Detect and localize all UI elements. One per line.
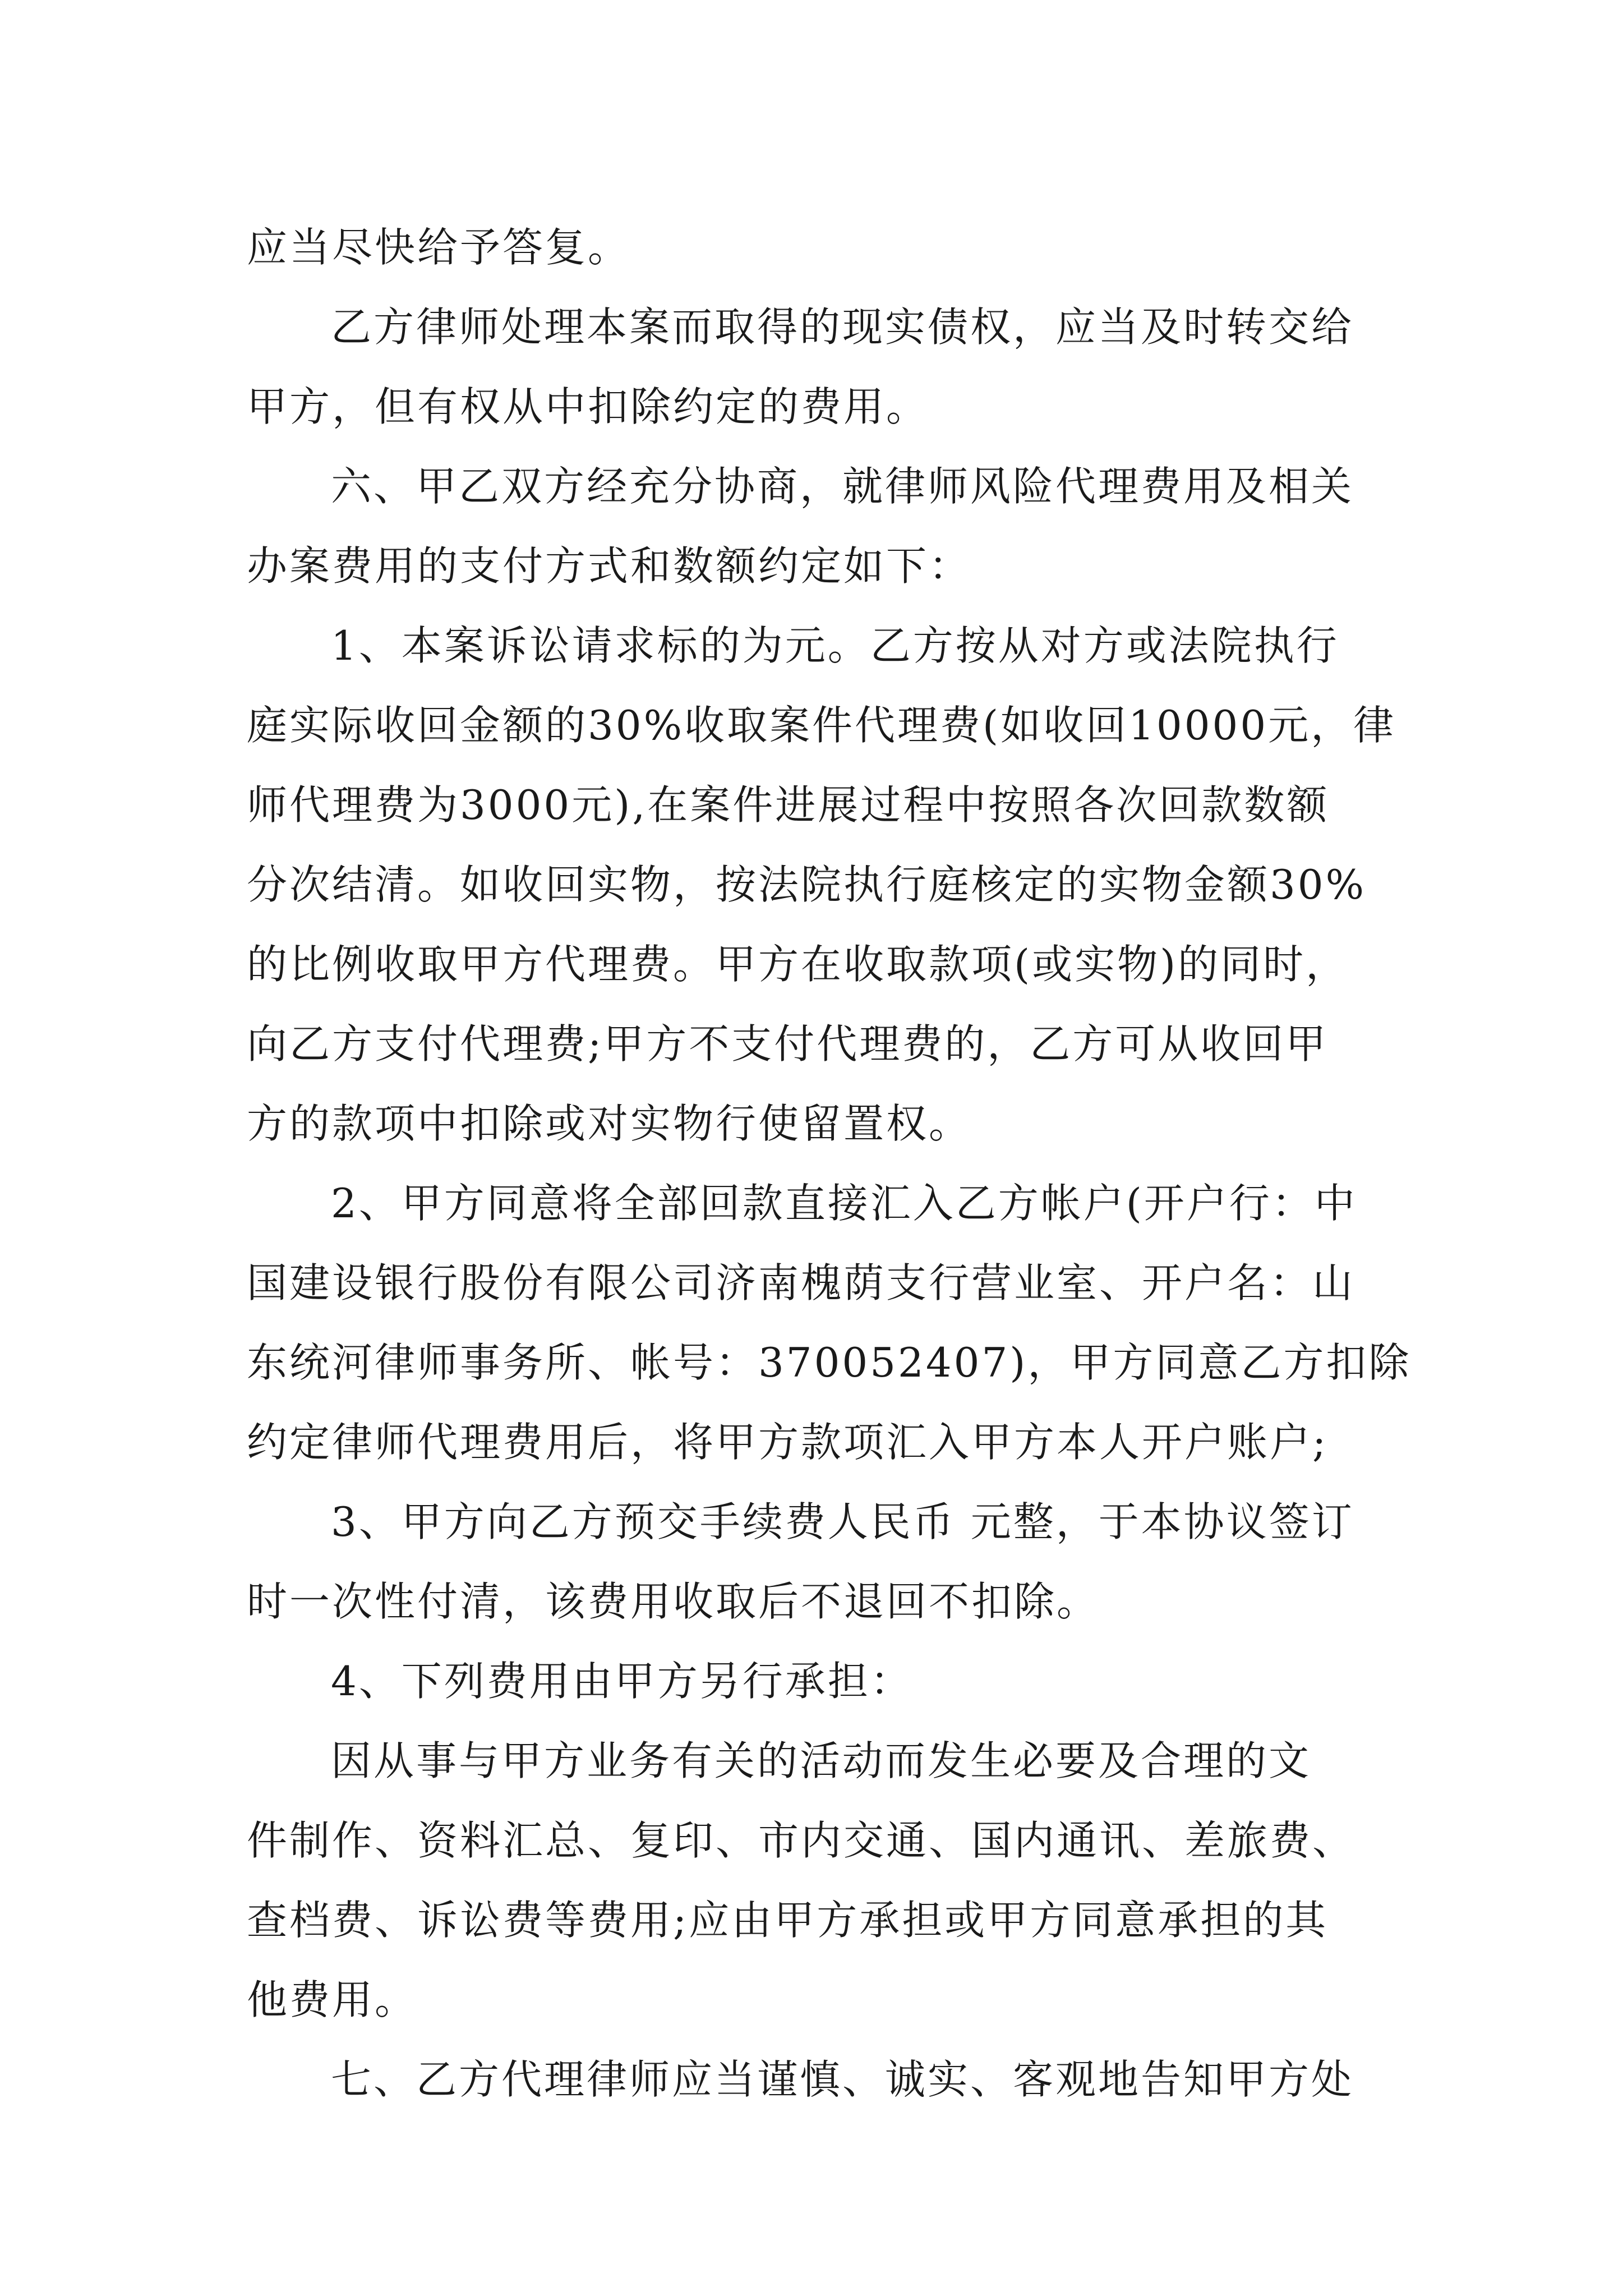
text-line: 庭实际收回金额的30%收取案件代理费(如收回10000元，律 <box>247 702 1396 749</box>
text-line: 分次结清。如收回实物，按法院执行庭核定的实物金额30% <box>247 861 1367 908</box>
text-line: 东统河律师事务所、帐号：370052407)，甲方同意乙方扣除 <box>247 1339 1412 1386</box>
text-line: 向乙方支付代理费;甲方不支付代理费的，乙方可从收回甲 <box>247 1020 1329 1068</box>
text-line: 1、本案诉讼请求标的为元。乙方按从对方或法院执行 <box>331 622 1339 669</box>
text-line: 七、乙方代理律师应当谨慎、诚实、客观地告知甲方处 <box>331 2056 1354 2103</box>
text-line: 六、甲乙双方经充分协商，就律师风险代理费用及相关 <box>331 463 1354 510</box>
text-line: 件制作、资料汇总、复印、市内交通、国内通讯、差旅费、 <box>247 1817 1355 1864</box>
text-line: 4、下列费用由甲方另行承担： <box>331 1658 913 1705</box>
text-line: 办案费用的支付方式和数额约定如下： <box>247 542 972 590</box>
document-body <box>247 208 1412 2119</box>
text-line: 时一次性付清，该费用收取后不退回不扣除。 <box>247 1578 1100 1625</box>
text-line: 约定律师代理费用后，将甲方款项汇入甲方本人开户账户; <box>247 1419 1329 1466</box>
text-line: 的比例收取甲方代理费。甲方在收取款项(或实物)的同时， <box>247 941 1349 988</box>
text-line: 因从事与甲方业务有关的活动而发生必要及合理的文 <box>331 1737 1312 1784</box>
text-line: 2、甲方同意将全部回款直接汇入乙方帐户(开户行：中 <box>331 1180 1357 1227</box>
text-line: 师代理费为3000元),在案件进展过程中按照各次回款数额 <box>247 781 1330 829</box>
text-line: 查档费、诉讼费等费用;应由甲方承担或甲方同意承担的其 <box>247 1897 1329 1944</box>
text-line: 他费用。 <box>247 1976 418 2023</box>
text-line: 甲方，但有权从中扣除约定的费用。 <box>247 383 929 430</box>
text-line: 3、甲方向乙方预交手续费人民币 元整，于本协议签订 <box>331 1498 1354 1545</box>
text-line: 应当尽快给予答复。 <box>247 224 631 271</box>
text-line: 乙方律师处理本案而取得的现实债权，应当及时转交给 <box>331 303 1354 351</box>
text-line: 国建设银行股份有限公司济南槐荫支行营业室、开户名：山 <box>247 1259 1355 1306</box>
text-line: 方的款项中扣除或对实物行使留置权。 <box>247 1100 972 1147</box>
